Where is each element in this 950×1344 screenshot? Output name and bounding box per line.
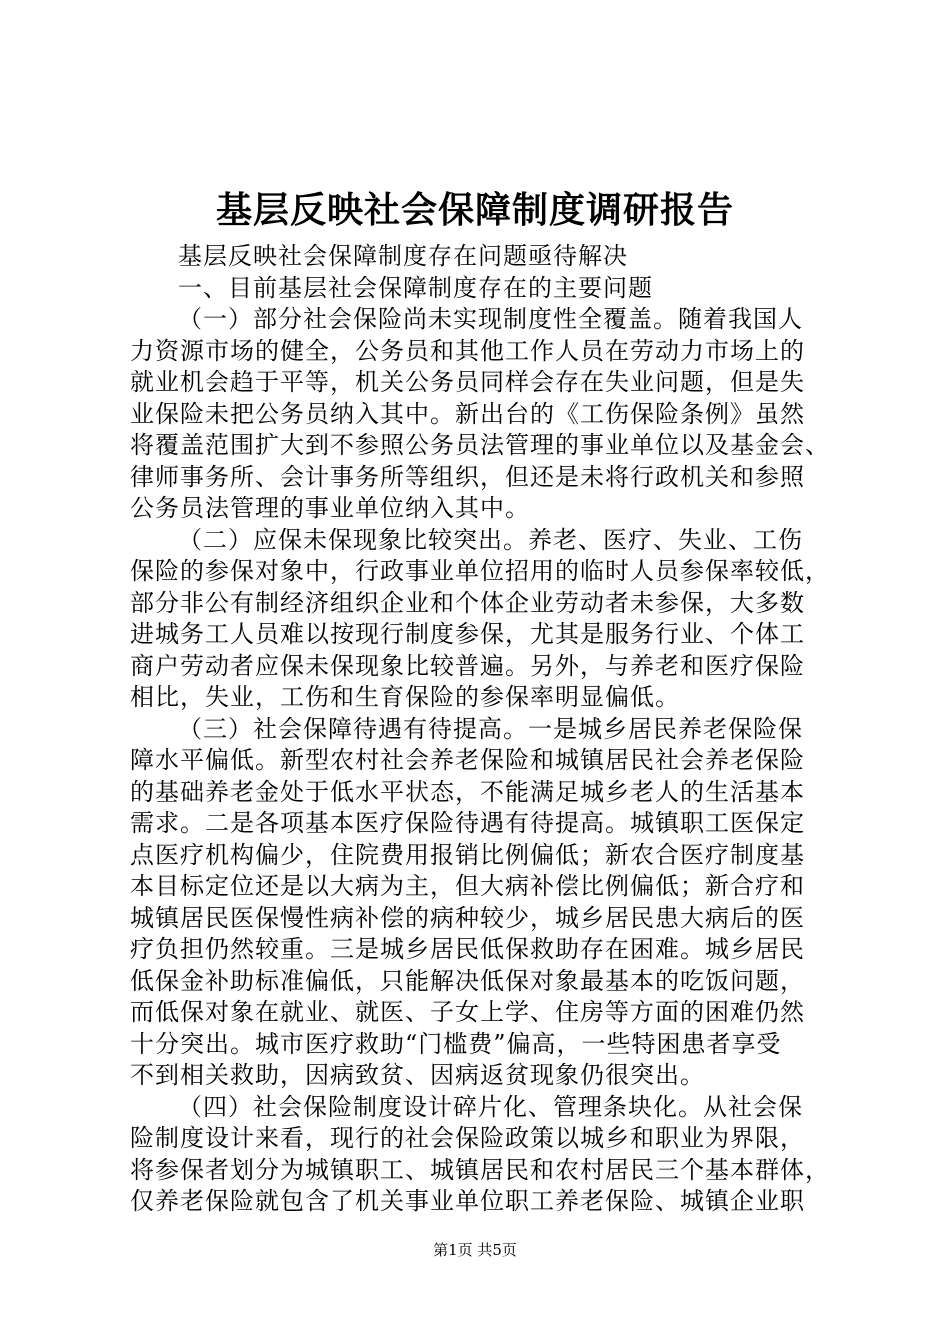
body-text-line: 疗负担仍然较重。三是城乡居民低保救助存在困难。城乡居民 [130,935,805,963]
body-text-line: 十分突出。城市医疗救助“门槛费”偏高，一些特困患者享受 [130,1030,782,1058]
body-text-line: （二）应保未保现象比较突出。养老、医疗、失业、工伤 [178,526,803,554]
body-text-line: 律师事务所、会计事务所等组织，但还是未将行政机关和参照 [130,463,805,491]
body-text-line: 相比，失业，工伤和生育保险的参保率明显偏低。 [130,683,680,711]
body-text-line: 将覆盖范围扩大到不参照公务员法管理的事业单位以及基金会、 [130,431,830,459]
body-text-line: 将参保者划分为城镇职工、城镇居民和农村居民三个基本群体， [130,1156,830,1184]
body-text-line: 点医疗机构偏少，住院费用报销比例偏低；新农合医疗制度基 [130,841,805,869]
body-text-line: 业保险未把公务员纳入其中。新出台的《工伤保险条例》虽然 [130,400,805,428]
body-text-line: 的基础养老金处于低水平状态，不能满足城乡老人的生活基本 [130,778,805,806]
document-title: 基层反映社会保障制度调研报告 [215,189,734,231]
body-text-line: （一）部分社会保险尚未实现制度性全覆盖。随着我国人 [178,305,803,333]
body-text-line: 障水平偏低。新型农村社会养老保险和城镇居民社会养老保险 [130,746,805,774]
body-text-line: （四）社会保险制度设计碎片化、管理条块化。从社会保 [178,1093,803,1121]
body-text-line: 而低保对象在就业、就医、子女上学、住房等方面的困难仍然 [130,998,805,1026]
body-text-line: 需求。二是各项基本医疗保险待遇有待提高。城镇职工医保定 [130,809,805,837]
body-text-line: 低保金补助标准偏低，只能解决低保对象最基本的吃饭问题， [130,967,805,995]
body-text-line: 城镇居民医保慢性病补偿的病种较少，城乡居民患大病后的医 [130,904,805,932]
body-text-line: 商户劳动者应保未保现象比较普遍。另外，与养老和医疗保险 [130,652,805,680]
body-text-line: 部分非公有制经济组织企业和个体企业劳动者未参保，大多数 [130,589,805,617]
body-text-line: 险制度设计来看，现行的社会保险政策以城乡和职业为界限， [130,1124,805,1152]
body-text-line: 进城务工人员难以按现行制度参保，尤其是服务行业、个体工 [130,620,805,648]
section-heading: 一、目前基层社会保障制度存在的主要问题 [178,274,653,302]
body-text-line: 力资源市场的健全，公务员和其他工作人员在劳动力市场上的 [130,337,805,365]
section-heading: 基层反映社会保障制度存在问题亟待解决 [178,242,628,270]
page-number: 第1页 共5页 [433,1241,517,1259]
body-text-line: 就业机会趋于平等，机关公务员同样会存在失业问题，但是失 [130,368,805,396]
body-text-line: 公务员法管理的事业单位纳入其中。 [130,494,530,522]
body-text-line: 不到相关救助，因病致贫、因病返贫现象仍很突出。 [130,1061,705,1089]
body-text-line: 仅养老保险就包含了机关事业单位职工养老保险、城镇企业职 [130,1187,805,1215]
body-text-line: （三）社会保障待遇有待提高。一是城乡居民养老保险保 [178,715,803,743]
body-text-line: 保险的参保对象中，行政事业单位招用的临时人员参保率较低， [130,557,830,585]
body-text-line: 本目标定位还是以大病为主，但大病补偿比例偏低；新合疗和 [130,872,805,900]
